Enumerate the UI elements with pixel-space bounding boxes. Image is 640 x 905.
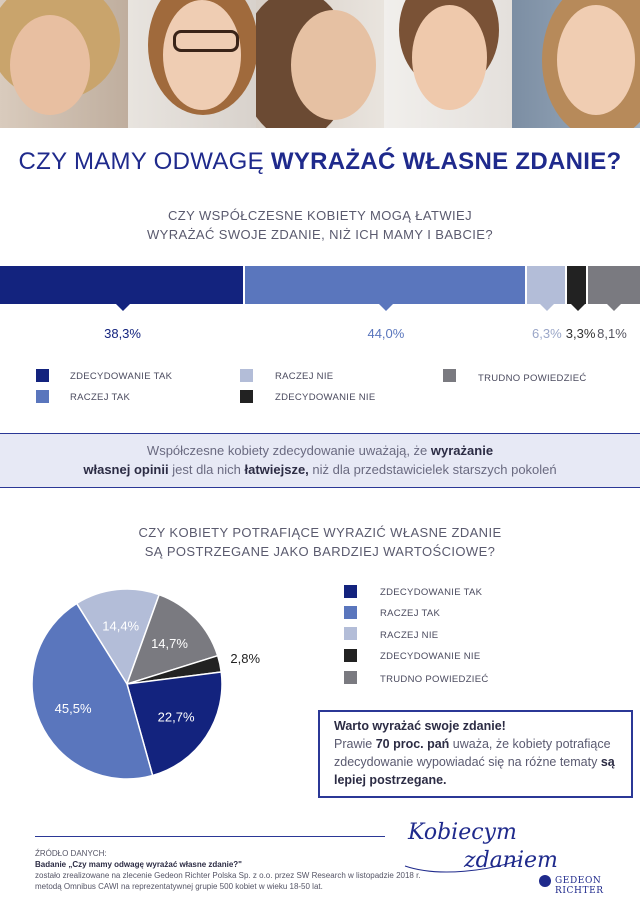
bar-label-zdecydowanie-nie: 3,3% xyxy=(565,326,596,341)
photo-woman-3 xyxy=(256,0,384,128)
pie-label-zdecydowanie-nie: 2,8% xyxy=(230,651,261,667)
pie-label-raczej-nie: 14,4% xyxy=(102,618,140,634)
bar-label-raczej-tak: 44,0% xyxy=(367,326,405,341)
header-photo-strip xyxy=(0,0,640,128)
legend-2-label-raczej-tak: RACZEJ TAK xyxy=(380,608,441,619)
legend-1-label-zdecydowanie-tak: ZDECYDOWANIE TAK xyxy=(70,371,173,382)
source-label: ŹRÓDŁO DANYCH: xyxy=(35,849,107,858)
highlight-band-text: Współczesne kobiety zdecydowanie uważają, że wyrażanie własnej opinii jest dla nich łatwiejsze, niż dla przedstawicielek starszych pokoleń xyxy=(83,443,557,477)
legend-1-swatch-zdecydowanie-nie xyxy=(240,390,253,403)
callout-heading: Warto wyrażać swoje zdanie! xyxy=(334,719,506,733)
callout-text: Warto wyrażać swoje zdanie! Prawie 70 proc. pań uważa, że kobiety potrafiące zdecydowanie wypowiadać się na różne tematy są lepiej postrzegane. xyxy=(334,717,624,789)
legend-1-swatch-raczej-nie xyxy=(240,369,253,382)
bar-pointer-raczej-tak xyxy=(379,304,393,311)
question-2 xyxy=(0,523,640,561)
bar-label-raczej-nie: 6,3% xyxy=(532,326,562,341)
legend-2-swatch-trudno xyxy=(344,671,357,684)
legend-1-label-trudno: TRUDNO POWIEDZIEĆ xyxy=(478,373,587,384)
pie-label-zdecydowanie-tak: 22,7% xyxy=(157,709,195,725)
question-1 xyxy=(0,206,640,244)
pie-chart xyxy=(0,560,300,790)
page-title: CZY MAMY ODWAGĘ WYRAŻAĆ WŁASNE ZDANIE? xyxy=(18,148,622,175)
pie-label-trudno: 14,7% xyxy=(151,636,188,652)
source-line-3: metodą Omnibus CAWI na reprezentatywnej grupie 500 kobiet w wieku 18-50 lat. xyxy=(35,882,323,891)
legend-1-swatch-raczej-tak xyxy=(36,390,49,403)
bar-segment-zdecydowanie-nie xyxy=(567,266,586,304)
legend-1-label-raczej-nie: RACZEJ NIE xyxy=(275,371,334,382)
source-divider xyxy=(35,836,385,837)
legend-1-swatch-zdecydowanie-tak xyxy=(36,369,49,382)
legend-2-swatch-raczej-nie xyxy=(344,627,357,640)
question-1-line-2: WYRAŻAĆ SWOJE ZDANIE, NIŻ ICH MAMY I BABCIE? xyxy=(146,227,493,242)
brand-logo xyxy=(400,820,635,900)
legend-2-label-trudno: TRUDNO POWIEDZIEĆ xyxy=(380,674,489,685)
source-line-2: zostało zrealizowane na zlecenie Gedeon Richter Polska Sp. z o.o. przez SW Research w listopadzie 2018 r. xyxy=(35,871,421,880)
legend-2-swatch-raczej-tak xyxy=(344,606,357,619)
bar-segment-raczej-tak xyxy=(245,266,525,304)
brand-script-line-2: zdaniem xyxy=(464,848,558,873)
photo-woman-4 xyxy=(384,0,512,128)
question-2-line-1: CZY KOBIETY POTRAFIĄCE WYRAZIĆ WŁASNE ZDANIE xyxy=(138,525,502,540)
bar-pointer-zdecydowanie-tak xyxy=(116,304,130,311)
gedeon-richter-emblem-icon xyxy=(539,875,551,887)
legend-2-swatch-zdecydowanie-nie xyxy=(344,649,357,662)
legend-2-label-zdecydowanie-tak: ZDECYDOWANIE TAK xyxy=(380,587,483,598)
pie-label-raczej-tak: 45,5% xyxy=(54,700,92,716)
legend-2-label-zdecydowanie-nie: ZDECYDOWANIE NIE xyxy=(380,651,481,662)
legend-2-label-raczej-nie: RACZEJ NIE xyxy=(380,630,439,641)
bar-segment-zdecydowanie-tak xyxy=(0,266,243,304)
legend-1-label-raczej-tak: RACZEJ TAK xyxy=(70,392,131,403)
bar-label-zdecydowanie-tak: 38,3% xyxy=(104,326,141,341)
bar-segment-raczej-nie xyxy=(527,266,565,304)
source-title: Badanie „Czy mamy odwagę wyrażać własne zdanie?" xyxy=(35,860,242,869)
photo-woman-2 xyxy=(128,0,256,128)
legend-1-swatch-trudno xyxy=(443,369,456,382)
legend-2-swatch-zdecydowanie-tak xyxy=(344,585,357,598)
bar-label-trudno: 8,1% xyxy=(597,326,627,341)
brand-script-line-1: Kobiecym xyxy=(408,820,517,845)
bar-pointer-raczej-nie xyxy=(540,304,554,311)
bar-pointer-zdecydowanie-nie xyxy=(571,304,585,311)
question-2-line-2: SĄ POSTRZEGANE JAKO BARDZIEJ WARTOŚCIOWE? xyxy=(144,544,496,559)
bar-segment-trudno xyxy=(588,266,640,304)
legend-1-label-zdecydowanie-nie: ZDECYDOWANIE NIE xyxy=(275,392,376,403)
brand-company-name: GEDEON RICHTER xyxy=(555,876,604,896)
photo-woman-5 xyxy=(512,0,640,128)
question-1-line-1: CZY WSPÓŁCZESNE KOBIETY MOGĄ ŁATWIEJ xyxy=(167,208,473,223)
photo-woman-1 xyxy=(0,0,128,128)
bar-pointer-trudno xyxy=(607,304,621,311)
